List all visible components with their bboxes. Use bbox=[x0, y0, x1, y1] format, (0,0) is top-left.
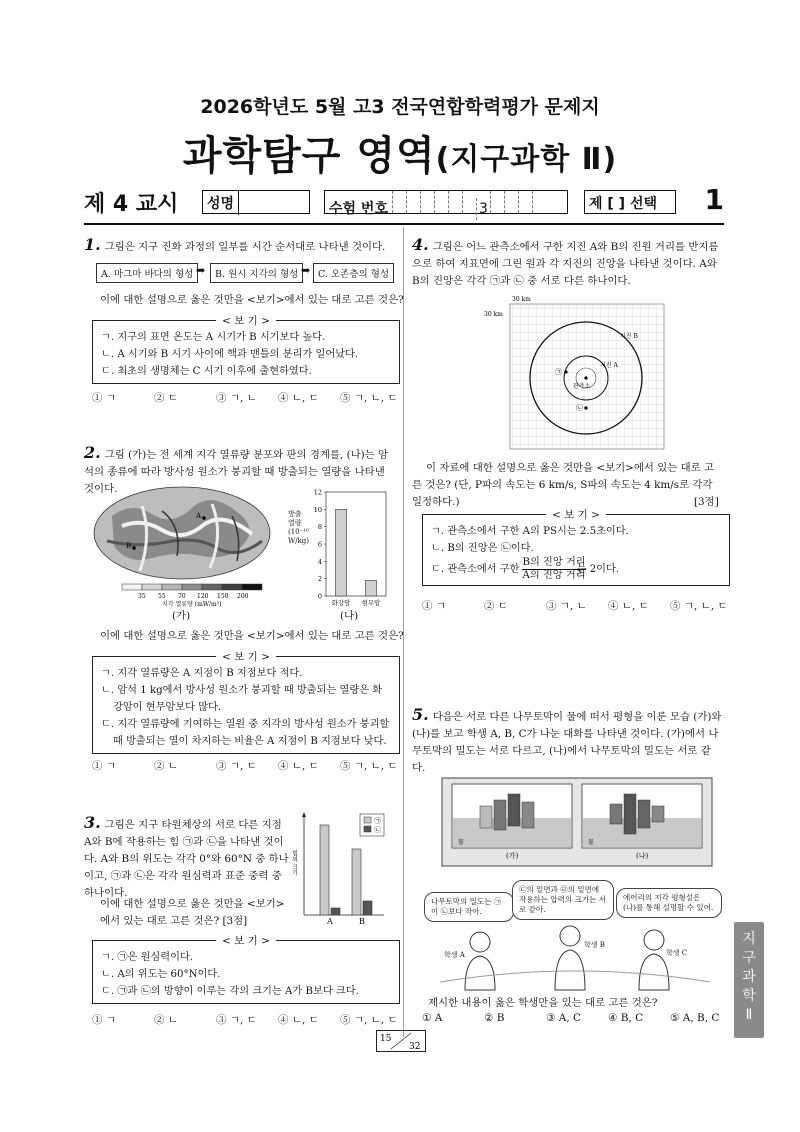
q1-choice-3[interactable]: ③ ㄱ, ㄴ bbox=[216, 392, 257, 404]
y-tick-label: 4 bbox=[317, 557, 322, 566]
side-tab-char-4: 학 bbox=[742, 988, 756, 1004]
q3-bogi-title: < 보 기 > bbox=[216, 933, 276, 950]
q5-stem-text: 다음은 서로 다른 나무토막이 물에 떠서 평형을 이룬 모습 (가)와 (나)를 보고 학생 A, B, C가 나눈 대화를 나타낸 것이다. (가)에서 나무토막의 밀도는 서로 다르고, (나)에서 나무토막의 밀도는 서로 같다. bbox=[412, 711, 722, 774]
q4-mark-a: ㉠ bbox=[555, 368, 562, 376]
q2-bogi-3: ㄷ. 지각 열류량에 기여하는 열원 중 지각의 방사성 원소가 붕괴할 때 방출되는 열이 차지하는 비율은 A 지점이 B 지점보다 낮다. bbox=[101, 719, 390, 747]
q2-choice-5[interactable]: ⑤ ㄱ, ㄴ, ㄷ bbox=[340, 760, 398, 772]
page-indicator bbox=[376, 1030, 426, 1052]
q2-bar-chart bbox=[308, 484, 390, 612]
q1-bogi-1: ㄱ. 지구의 표면 온도는 A 시기가 B 시기보다 높다. bbox=[101, 332, 326, 343]
q1-stem-text: 그림은 지구 진화 과정의 일부를 시간 순서대로 나타낸 것이다. bbox=[104, 241, 386, 253]
q3-force-chart bbox=[290, 810, 386, 932]
q4-number: 4. bbox=[412, 235, 429, 254]
q4-stem-text: 그림은 어느 관측소에서 구한 지진 A와 B의 진원 거리를 반지름으로 하여 지표면에 그린 원과 각 지진의 진앙을 나타낸 것이다. A와 B의 진앙은 각각 ㉠과 ㉡ 중 서로 다른 하나이다. bbox=[412, 241, 719, 287]
q5-label-ga: (가) bbox=[506, 852, 519, 860]
choice-label: 제 [ ] 선택 bbox=[589, 196, 657, 212]
q5-student-a: 학생 A bbox=[444, 951, 465, 959]
q2-label-ga: (가) bbox=[172, 610, 191, 622]
q1-choice-5[interactable]: ⑤ ㄱ, ㄴ, ㄷ bbox=[340, 392, 398, 404]
q1-choice-2[interactable]: ② ㄷ bbox=[154, 392, 178, 404]
q2-number: 2. bbox=[84, 443, 101, 462]
q3-choice-3[interactable]: ③ ㄱ, ㄷ bbox=[216, 1014, 257, 1026]
q1-flow-a: A. 마그마 바다의 형성 bbox=[96, 263, 198, 283]
bar-b-force2 bbox=[363, 901, 372, 915]
q3-stem bbox=[84, 814, 292, 902]
q1-bogi-2: ㄴ. A 시기와 B 시기 사이에 핵과 맨틀의 분리가 일어났다. bbox=[101, 349, 359, 360]
q3-bogi-box bbox=[92, 935, 400, 1004]
legend-tick-1: 35 bbox=[138, 593, 146, 600]
legend-tick-6: 200 bbox=[237, 593, 249, 600]
q4-bogi-title: < 보 기 > bbox=[546, 507, 606, 524]
exam-number-label: 수험 번호 bbox=[329, 201, 388, 217]
q5-label-na: (나) bbox=[636, 852, 649, 860]
q5-choice-3[interactable]: ③ A, C bbox=[546, 1012, 582, 1024]
q3-stem-text: 그림은 지구 타원체상의 서로 다른 지점 A와 B에 작용하는 힘 ㉠과 ㉡을 나타낸 것이다. A와 B의 위도는 각각 0°와 60°N 중 하나이고, ㉠과 ㉡은 각각 원심력과 표준 중력 중 하나이다. bbox=[84, 819, 289, 899]
q2-choice-3[interactable]: ③ ㄱ, ㄷ bbox=[216, 760, 257, 772]
legend-tick-2: 55 bbox=[158, 593, 166, 600]
q5-choice-2[interactable]: ② B bbox=[484, 1012, 505, 1024]
q3-choice-4[interactable]: ④ ㄴ, ㄷ bbox=[278, 1014, 319, 1026]
period-label: 제 4 교시 bbox=[84, 192, 179, 217]
q3-legend-2: ㉡ bbox=[374, 826, 381, 834]
exam-number-box[interactable] bbox=[324, 190, 568, 217]
page-number: 1 bbox=[704, 183, 724, 216]
q3-ask: 이에 대한 설명으로 옳은 것만을 <보기>에서 있는 대로 고른 것은? [3점] bbox=[100, 898, 285, 927]
q4-choice-5[interactable]: ⑤ ㄱ, ㄴ, ㄷ bbox=[670, 600, 728, 612]
y-tick-label: 8 bbox=[317, 523, 322, 532]
q5-water-label-2: 물 bbox=[588, 839, 594, 846]
q4-bogi-3-pre: ㄷ. 관측소에서 구한 bbox=[431, 564, 520, 575]
bar-2 bbox=[366, 580, 377, 596]
id-row bbox=[84, 183, 724, 217]
q1-flow-b: B. 원시 지각의 형성 bbox=[210, 263, 303, 283]
q4-station-label: 관측소 bbox=[573, 383, 591, 390]
q3-chart-ylabel: 힘의 크기 bbox=[290, 850, 298, 876]
map-point-b: B bbox=[126, 542, 132, 550]
q3-bogi-1: ㄱ. ㉠은 원심력이다. bbox=[101, 952, 194, 963]
q4-bogi-3-post: 는 2이다. bbox=[576, 564, 620, 575]
q4-points: [3점] bbox=[694, 496, 719, 508]
subject-main: 과학탐구 영역 bbox=[182, 133, 436, 179]
side-tab-char-1: 지 bbox=[742, 931, 756, 947]
q1-choice-4[interactable]: ④ ㄴ, ㄷ bbox=[278, 392, 319, 404]
bar-1 bbox=[336, 509, 347, 596]
q4-choice-3[interactable]: ③ ㄱ, ㄴ bbox=[546, 600, 587, 612]
side-tab-char-3: 과 bbox=[742, 969, 756, 985]
x-category-label: 현무암 bbox=[361, 599, 381, 607]
q4-bogi-3 bbox=[431, 557, 721, 582]
header-rule bbox=[84, 223, 724, 225]
side-tab-char-2: 구 bbox=[742, 950, 756, 966]
q5-choices bbox=[422, 1012, 732, 1024]
q5-number: 5. bbox=[412, 705, 429, 724]
q5-choice-4[interactable]: ④ B, C bbox=[608, 1012, 644, 1024]
q2-ask: 이에 대한 설명으로 옳은 것만을 <보기>에서 있는 대로 고른 것은? bbox=[100, 630, 404, 642]
q5-board bbox=[440, 776, 714, 870]
q2-bogi-2: ㄴ. 암석 1 kg에서 방사성 원소가 붕괴할 때 방출되는 열량은 화강암이 현무암보다 많다. bbox=[101, 685, 383, 713]
x-category-label: 화강암 bbox=[331, 599, 351, 607]
y-tick-label: 12 bbox=[313, 488, 322, 497]
q4-choice-4[interactable]: ④ ㄴ, ㄷ bbox=[608, 600, 649, 612]
q1-stem bbox=[84, 236, 394, 256]
arrow-right-icon: ➡ bbox=[301, 264, 311, 277]
q4-bogi-2: ㄴ. B의 진앙은 ㉡이다. bbox=[431, 543, 534, 554]
q4-stem bbox=[412, 236, 722, 290]
q5-student-c: 학생 C bbox=[666, 949, 688, 957]
q5-student-b: 학생 B bbox=[584, 941, 605, 949]
exam-title: 2026학년도 5월 고3 전국연합학력평가 문제지 bbox=[200, 96, 600, 118]
page-current: 15 bbox=[380, 1034, 392, 1044]
q4-bogi-box bbox=[422, 509, 730, 586]
q5-stem bbox=[412, 706, 722, 777]
choice-box[interactable] bbox=[584, 190, 676, 214]
heatflow-map bbox=[92, 486, 272, 606]
q4-label-eq-b: 지진 B bbox=[620, 333, 638, 340]
q3-number: 3. bbox=[84, 813, 101, 832]
q2-choices bbox=[92, 758, 402, 773]
q3-choice-2[interactable]: ② ㄴ bbox=[154, 1014, 178, 1026]
q3-bogi-3: ㄷ. ㉠과 ㉡의 방향이 이루는 각의 크기는 A가 B보다 크다. bbox=[101, 986, 359, 997]
legend-tick-5: 150 bbox=[217, 593, 229, 600]
q3-bogi-2: ㄴ. A의 위도는 60°N이다. bbox=[101, 969, 221, 980]
subject-side-tab bbox=[734, 922, 764, 1038]
bubble-student-c: 에어리의 지각 평형설은 (나)를 통해 설명할 수 있어. bbox=[616, 888, 722, 918]
q1-choices bbox=[92, 390, 402, 405]
q1-ask: 이에 대한 설명으로 옳은 것만을 <보기>에서 있는 대로 고른 것은? bbox=[100, 294, 404, 306]
bubble-student-a: 나무토막의 밀도는 ㉠이 ㉡보다 작아. bbox=[424, 892, 514, 922]
name-label: 성명 bbox=[203, 191, 239, 215]
q4-bogi-1: ㄱ. 관측소에서 구한 A의 PS시는 2.5초이다. bbox=[431, 526, 629, 537]
q1-number: 1. bbox=[84, 235, 101, 254]
q3-xcat-b: B bbox=[359, 917, 365, 926]
q5-ask: 제시한 내용이 옳은 학생만을 있는 대로 고른 것은? bbox=[428, 997, 658, 1009]
bar-a-force1 bbox=[320, 825, 329, 915]
bar-a-force2 bbox=[331, 908, 340, 915]
q2-label-na: (나) bbox=[340, 610, 359, 622]
y-tick-label: 10 bbox=[313, 505, 322, 514]
q2-choice-4[interactable]: ④ ㄴ, ㄷ bbox=[278, 760, 319, 772]
q4-x-scale-label: 30 km bbox=[512, 296, 531, 303]
q1-bogi-title: < 보 기 > bbox=[216, 313, 276, 330]
legend-tick-3: 70 bbox=[178, 593, 186, 600]
subject-title bbox=[0, 124, 800, 181]
q5-water-label-1: 물 bbox=[458, 839, 464, 846]
q5-choice-5[interactable]: ⑤ A, B, C bbox=[670, 1012, 720, 1024]
q2-choice-1[interactable]: ① ㄱ bbox=[92, 760, 116, 772]
y-tick-label: 2 bbox=[317, 575, 322, 584]
q1-flow-c: C. 오존층의 형성 bbox=[313, 263, 394, 283]
q3-choices bbox=[92, 1012, 402, 1027]
name-box[interactable] bbox=[202, 190, 310, 214]
q2-stem-text: 그림 (가)는 전 세계 지각 열류량 분포와 판의 경계를, (나)는 암석의 종류에 따라 방사성 원소가 붕괴할 때 방출되는 열량을 나타낸 것이다. bbox=[84, 449, 389, 495]
q4-label-eq-a: 지진 A bbox=[600, 362, 618, 369]
q3-choice-1[interactable]: ① ㄱ bbox=[92, 1014, 116, 1026]
q4-choice-2[interactable]: ② ㄷ bbox=[484, 600, 508, 612]
page-total: 32 bbox=[409, 1042, 421, 1052]
q2-bogi-box bbox=[92, 651, 400, 754]
q1-choice-1[interactable]: ① ㄱ bbox=[92, 392, 116, 404]
y-tick-label: 6 bbox=[317, 540, 322, 549]
q2-bogi-title: < 보 기 > bbox=[216, 649, 276, 666]
q4-epicenter-grid bbox=[480, 292, 670, 452]
q4-fraction-num: B의 진앙 거리 bbox=[522, 557, 586, 568]
q2-choice-2[interactable]: ② ㄴ bbox=[154, 760, 178, 772]
arrow-right-icon: ➡ bbox=[196, 264, 206, 277]
q3-choice-5[interactable]: ⑤ ㄱ, ㄴ, ㄷ bbox=[340, 1014, 398, 1026]
q1-bogi-3: ㄷ. 최초의 생명체는 C 시기 이후에 출현하였다. bbox=[101, 366, 312, 377]
legend-label: 지각 열류량 (mW/m²) bbox=[162, 601, 222, 608]
q4-choice-1[interactable]: ① ㄱ bbox=[422, 600, 446, 612]
side-tab-char-5: Ⅱ bbox=[745, 1007, 753, 1023]
y-tick-label: 0 bbox=[317, 592, 322, 601]
subject-sub: (지구과학 Ⅱ) bbox=[435, 142, 618, 177]
q4-fraction-den: A의 진앙 거리 bbox=[522, 570, 586, 581]
q4-choices bbox=[422, 598, 732, 613]
exam-number-digit: 3 bbox=[476, 198, 490, 220]
q2-bogi-1: ㄱ. 지각 열류량은 A 지점이 B 지점보다 적다. bbox=[101, 668, 303, 679]
q4-ask: 이 자료에 대한 설명으로 옳은 것만을 <보기>에서 있는 대로 고른 것은? (단, P파의 속도는 6 km/s, S파의 속도는 4 km/s로 각각 일정하다.) bbox=[412, 462, 715, 508]
q3-xcat-a: A bbox=[327, 917, 333, 926]
q4-mark-b: ㉡ bbox=[576, 404, 583, 412]
q4-y-scale-label: 30 km bbox=[484, 311, 503, 318]
q2-chart-ylabel: 방출 열량 (10⁻¹⁰ W/kg) bbox=[288, 510, 310, 545]
map-point-a: A bbox=[196, 512, 202, 520]
chart-frame bbox=[326, 492, 386, 596]
q5-choice-1[interactable]: ① A bbox=[422, 1012, 443, 1024]
q3-legend-1: ㉠ bbox=[374, 817, 381, 825]
bar-b-force1 bbox=[352, 849, 361, 915]
q1-bogi-box bbox=[92, 315, 400, 384]
bubble-student-b: ㉢의 밑면과 ㉣의 밑면에 작용하는 압력의 크기는 서로 같아. bbox=[512, 880, 614, 920]
legend-tick-4: 120 bbox=[197, 593, 209, 600]
